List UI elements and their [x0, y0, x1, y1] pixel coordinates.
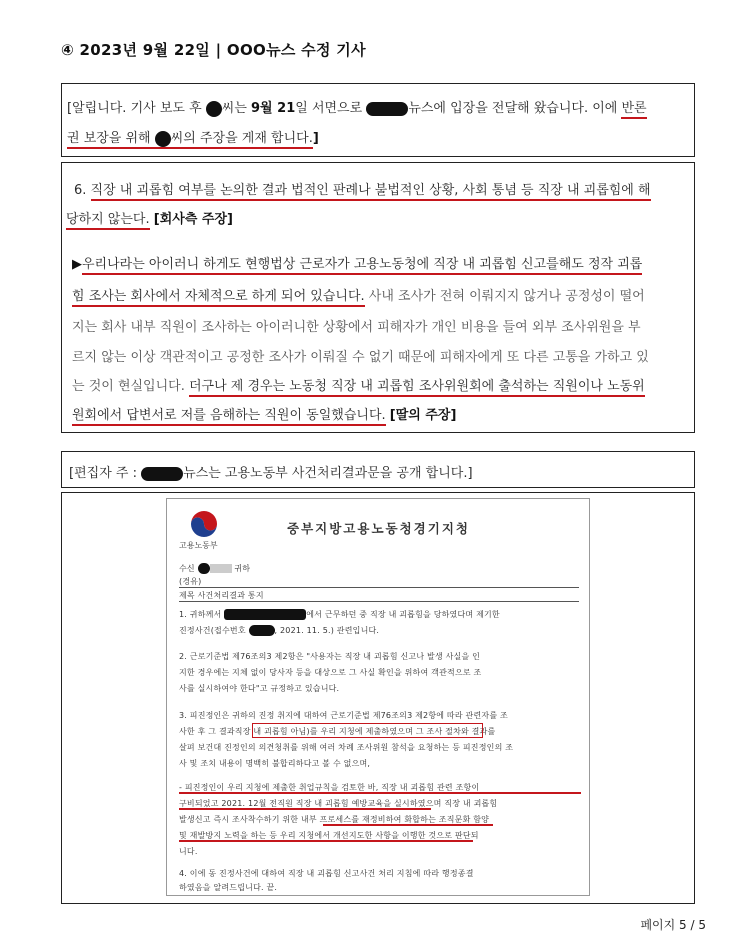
scanned-letter: [166, 498, 590, 896]
claim-line-7: [72, 375, 645, 394]
underlined-text: 우리나라는 아이러니 하게도 현행법상 근로자가 고용노동청에 직장 내 괴롭힘 신고를해도 정작 괴롭: [82, 257, 642, 275]
company-claim-tag: [회사측 주장]: [153, 212, 233, 227]
highlight-underline: [179, 808, 431, 810]
claim-line-8: [72, 404, 456, 423]
blurred-name: [210, 564, 232, 573]
underlined-text: 힘 조사는 회사에서 자체적으로 하게 되어 있습니다.: [72, 289, 365, 307]
notice-bracket: ]: [312, 131, 319, 146]
letter-line: 2. 근로기준법 제76조의3 제2항은 "사용자는 직장 내 괴롭힘 신고나 발생 사실을 인: [179, 652, 481, 661]
notice-text: 일 서면으로: [295, 101, 367, 116]
claim-line-5: 지는 회사 내부 직원이 조사하는 아이러니한 상황에서 피해자가 개인 비용을 들여 외부 조사위원을 부: [72, 320, 641, 335]
notice-text: 씨의 주장을 게재 합니다.: [170, 131, 313, 146]
claim-line-2: [66, 208, 233, 227]
editor-text: [편집자 주 :: [69, 466, 142, 481]
claim-line-4: [72, 285, 645, 304]
redaction-mark: [249, 625, 275, 636]
notice-date: 9월 21: [251, 101, 296, 116]
boxed-text: 직장 내 괴롭힘 아님)를 우리 지청에 제출하였으며: [234, 727, 414, 736]
letter-line: - 피진정인이 우리 지청에 제출한 취업규칙을 검토한 바, 직장 내 괴롭힘 관련 조항이: [179, 783, 480, 792]
underlined-text: 원회에서 답변서로 저를 음해하는 직원이 동일했습니다.: [72, 408, 386, 426]
highlight-box: [252, 723, 483, 738]
redaction-mark: [198, 563, 210, 574]
letter-line: [179, 609, 500, 620]
letter-line: 사를 실시하여야 한다"고 규정하고 있습니다.: [179, 684, 340, 693]
letter-text: , 2021. 11. 5.) 관련입니다.: [274, 626, 380, 635]
redaction-mark: [224, 609, 306, 620]
divider: [179, 601, 579, 602]
body-text: 사내 조사가 전혀 이뤄지지 않거나 공정성이 떨어: [364, 289, 645, 304]
notice-text: [알립니다. 기사 보도 후: [67, 101, 206, 116]
notice-line-2: [67, 127, 319, 147]
letter-line: 살펴 보건대 진정인의 의견청취를 위해 여러 차례 조사위원 참석을 요청하는 등 피진정인의 조: [179, 743, 514, 752]
recipient: [179, 563, 250, 574]
underlined-phrase: [67, 131, 313, 149]
underlined-text: 반론: [621, 101, 646, 119]
divider: [179, 587, 579, 588]
notice-text: 씨는: [221, 101, 252, 116]
underlined-text: 직장 내 괴롭힘 여부를 논의한 결과 법적인 판례나 불법적인 상황, 사회 통념 등 직장 내 괴롭힘에 해: [91, 183, 651, 201]
letter-line: 하였음을 알려드립니다. 끝.: [179, 883, 278, 892]
underlined-text: 당하지 않는다.: [66, 212, 150, 230]
letter-line: 구비되었고 2021. 12월 전직원 직장 내 괴롭힘 예방교육을 실시하였으며 직장 내 괴롭힘: [179, 799, 498, 808]
claim-line-3: [72, 253, 642, 272]
item-number: 6.: [74, 183, 87, 198]
via: (경유): [179, 577, 202, 586]
article-title: ④ 2023년 9월 22일 | OOO뉴스 수정 기사: [61, 41, 366, 59]
claim-line-6: 르지 않는 이상 객관적이고 공정한 조사가 이뤄질 수 없기 때문에 피해자에게 또 다른 고통을 가하고 있: [72, 350, 649, 365]
arrow-icon: ▶: [72, 257, 82, 272]
letter-text: 진정사건(접수번호: [179, 626, 246, 635]
letter-text: 사한 후 그 결과: [179, 727, 235, 736]
letter-text: 에서 근무하던 중 직장 내 괴롭힘을 당하였다며 제기한: [306, 610, 500, 619]
letter-subject: 제목 사건처리결과 통지: [179, 591, 264, 600]
redaction-mark: [206, 101, 222, 117]
redaction-mark: [141, 467, 183, 481]
editor-text: 뉴스는 고용노동부 사건처리결과문을 공개 합니다.]: [183, 466, 473, 481]
letter-line: 4. 이에 동 진정사건에 대하여 직장 내 괴롭힘 신고사건 처리 지침에 따라 행정종결: [179, 869, 474, 878]
letter-text: 그 조사 절차와 결과를: [413, 727, 496, 736]
underlined-text: 더구나 제 경우는 노동청 직장 내 괴롭힘 조사위원회에 출석하는 직원이나 노동위: [189, 379, 645, 397]
ministry-name: 고용노동부: [179, 541, 218, 550]
redaction-mark: [155, 131, 171, 147]
letter-text: 1. 귀하께서: [179, 610, 222, 619]
letter-line: 지한 경우에는 지체 없이 당사자 등을 대상으로 그 사실 확인을 위하여 객관적으로 조: [179, 668, 482, 677]
letter-text: 수신: [179, 564, 195, 573]
claim-line-1: [74, 179, 651, 198]
highlight-underline: [323, 824, 493, 826]
notice-line-1: [67, 97, 647, 117]
editor-note: [69, 462, 473, 481]
body-text: 는 것이 현실입니다.: [72, 379, 189, 394]
letter-line: 3. 피진정인은 귀하의 진정 취지에 대하여 근로기준법 제76조의3 제2항에 따라 관련자를 조: [179, 711, 508, 720]
redaction-mark: [366, 102, 408, 116]
highlight-underline: [179, 792, 581, 794]
notice-text: 권 보장을 위해: [67, 131, 155, 146]
government-emblem-icon: [189, 509, 219, 539]
letter-heading: 중부지방고용노동청경기지청: [287, 521, 470, 536]
letter-text: 귀하: [234, 564, 251, 573]
letter-line: 및 재발방지 노력을 하는 등 우리 지청에서 개선지도한 사항을 이행한 것으로 판단되: [179, 831, 479, 840]
letter-line: [179, 625, 379, 636]
letter-line: 니다.: [179, 847, 198, 856]
letter-line: 사 및 조치 내용이 명백히 불합리하다고 볼 수 없으며,: [179, 759, 371, 768]
highlight-underline: [179, 840, 473, 842]
notice-text: 뉴스에 입장을 전달해 왔습니다. 이에: [408, 101, 622, 116]
daughter-claim-tag: [딸의 주장]: [389, 408, 457, 423]
page-number: 페이지 5 / 5: [640, 918, 706, 932]
letter-line: 발생신고 즉시 조사착수하기 위한 내부 프로세스를 재정비하여 화합하는 조직문화 함양: [179, 815, 490, 824]
